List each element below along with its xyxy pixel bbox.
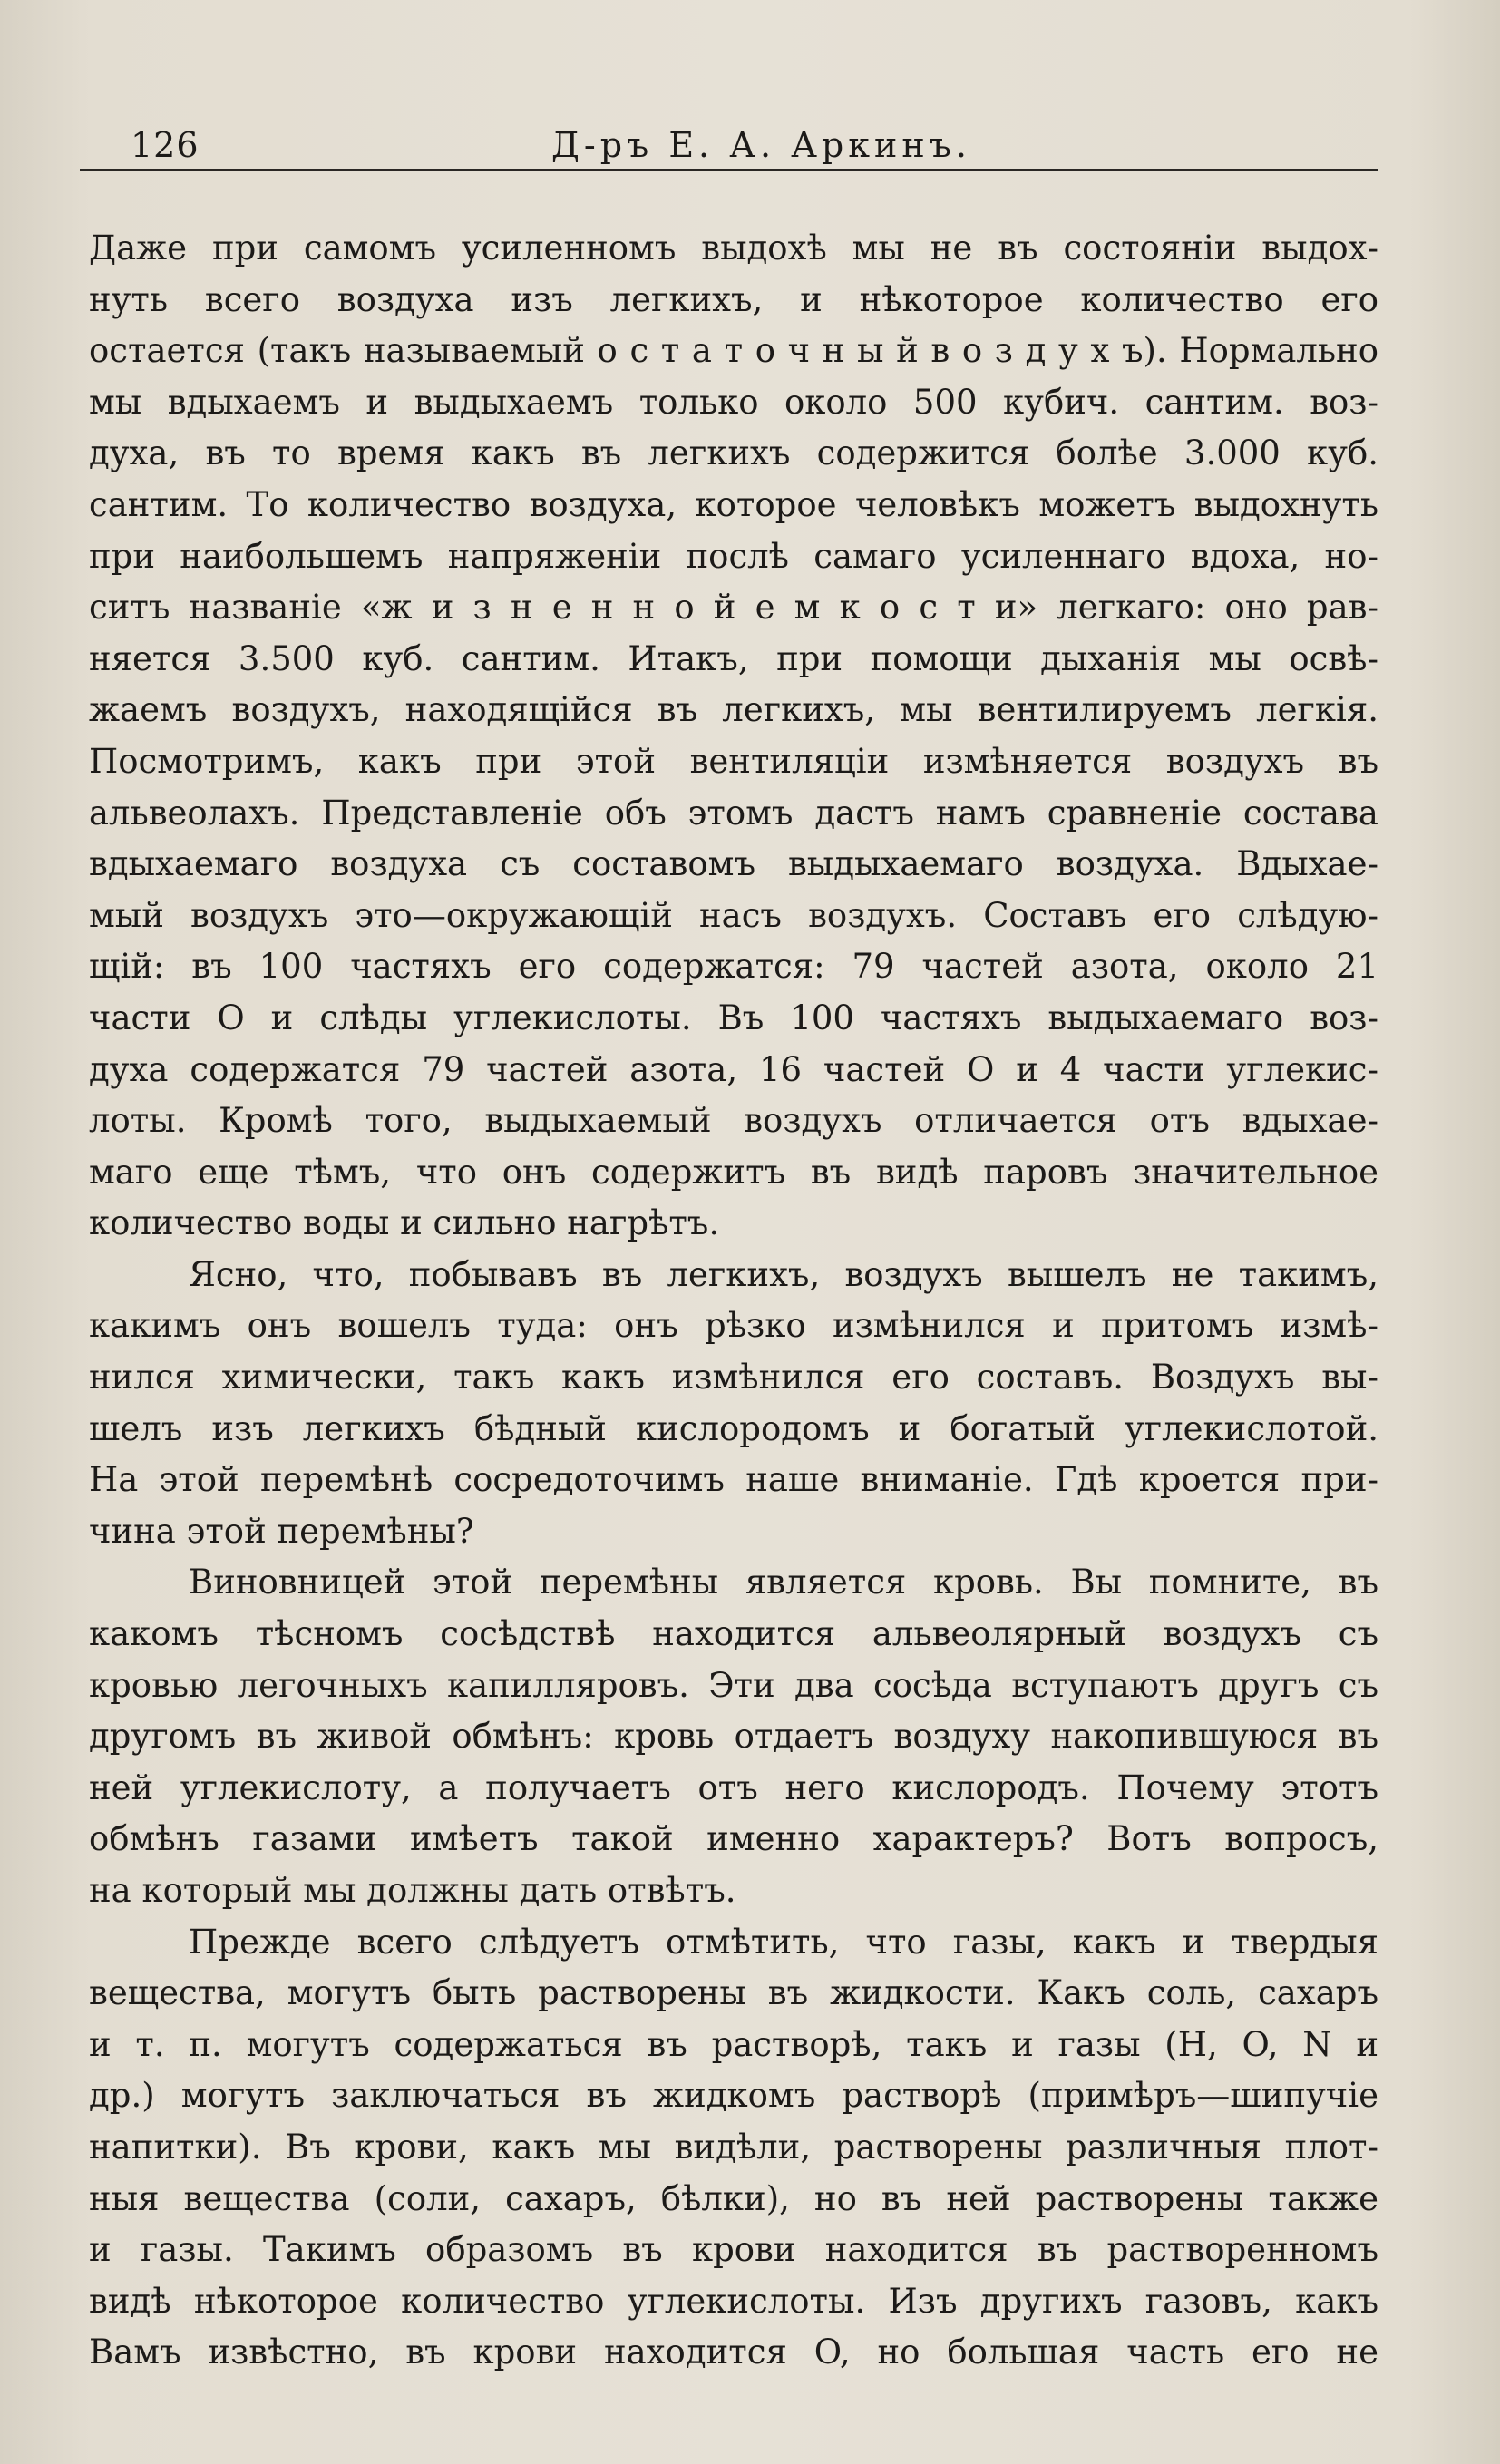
text-line: альвеолахъ. Представленіе объ этомъ дастъ намъ сравненіе состава <box>89 793 1378 833</box>
text-line: духа, въ то время какъ въ легкихъ содержится болѣе 3.000 куб. <box>89 433 1378 473</box>
text-line: и газы. Такимъ образомъ въ крови находится въ растворенномъ <box>89 2230 1378 2270</box>
text-line: Даже при самомъ усиленномъ выдохѣ мы не въ состояніи выдох- <box>89 229 1378 268</box>
text-line: части O и слѣды углекислоты. Въ 100 частяхъ выдыхаемаго воз- <box>89 998 1378 1037</box>
text-line: Посмотримъ, какъ при этой вентиляціи измѣняется воздухъ въ <box>89 741 1378 781</box>
text-line: ней углекислоту, а получаетъ отъ него кислородъ. Почему этотъ <box>89 1768 1378 1807</box>
text-line: духа содержатся 79 частей азота, 16 частей O и 4 части углекис- <box>89 1049 1378 1089</box>
text-line: жаемъ воздухъ, находящійся въ легкихъ, мы вентилируемъ легкія. <box>89 690 1378 730</box>
text-line: Ясно, что, побывавъ въ легкихъ, воздухъ вышелъ не такимъ, <box>189 1254 1378 1294</box>
text-line: На этой перемѣнѣ сосредоточимъ наше вниманіе. Гдѣ кроется при- <box>89 1460 1378 1500</box>
text-line: маго еще тѣмъ, что онъ содержитъ въ видѣ паровъ значительное <box>89 1152 1378 1192</box>
text-line: мый воздухъ это—окружающій насъ воздухъ. Составъ его слѣдую- <box>89 895 1378 935</box>
text-line: др.) могутъ заключаться въ жидкомъ растворѣ (примѣръ—шипучіе <box>89 2076 1378 2116</box>
header-rule <box>80 169 1378 171</box>
text-line: сантим. То количество воздуха, которое человѣкъ можетъ выдохнуть <box>89 484 1378 524</box>
text-line: чина этой перемѣны? <box>89 1511 474 1551</box>
page-number: 126 <box>131 125 200 165</box>
page-header <box>127 120 1378 170</box>
text-line: при наибольшемъ напряженіи послѣ самаго усиленнаго вдоха, но- <box>89 536 1378 576</box>
body-text <box>89 223 1378 2379</box>
text-line: нился химически, такъ какъ измѣнился его составъ. Воздухъ вы- <box>89 1358 1378 1398</box>
text-line: вдыхаемаго воздуха съ составомъ выдыхаемаго воздуха. Вдыхае- <box>89 844 1378 884</box>
text-line: ныя вещества (соли, сахаръ, бѣлки), но въ ней растворены также <box>89 2178 1378 2218</box>
text-line: лоты. Кромѣ того, выдыхаемый воздухъ отличается отъ вдыхае- <box>89 1101 1378 1141</box>
text-line: кровью легочныхъ капилляровъ. Эти два сосѣда вступаютъ другъ съ <box>89 1665 1378 1705</box>
text-line: нуть всего воздуха изъ легкихъ, и нѣкоторое количество его <box>89 279 1378 319</box>
running-head: Д-ръ Е. А. Аркинъ. <box>551 125 971 165</box>
text-line: Вамъ извѣстно, въ крови находится O, но большая часть его не <box>89 2333 1378 2372</box>
text-line: Прежде всего слѣдуетъ отмѣтить, что газы, какъ и твердыя <box>189 1922 1378 1962</box>
text-line: няется 3.500 куб. сантим. Итакъ, при помощи дыханія мы освѣ- <box>89 638 1378 678</box>
text-line: на который мы должны дать отвѣтъ. <box>89 1871 736 1910</box>
text-line: какимъ онъ вошелъ туда: онъ рѣзко измѣнился и притомъ измѣ- <box>89 1306 1378 1346</box>
text-line: количество воды и сильно нагрѣтъ. <box>89 1203 720 1243</box>
text-line: остается (такъ называемый о с т а т о ч н ы й в о з д у х ъ). Нормально <box>89 331 1378 371</box>
text-line: ситъ названіе «ж и з н е н н о й е м к о с т и» легкаго: оно рав- <box>89 588 1378 628</box>
text-line: какомъ тѣсномъ сосѣдствѣ находится альвеолярный воздухъ съ <box>89 1614 1378 1654</box>
text-line: напитки). Въ крови, какъ мы видѣли, растворены различныя плот- <box>89 2127 1378 2167</box>
text-line: Виновницей этой перемѣны является кровь. Вы помните, въ <box>189 1563 1378 1602</box>
text-line: вещества, могутъ быть растворены въ жидкости. Какъ соль, сахаръ <box>89 1973 1378 2013</box>
text-line: другомъ въ живой обмѣнъ: кровь отдаетъ воздуху накопившуюся въ <box>89 1717 1378 1757</box>
text-line: мы вдыхаемъ и выдыхаемъ только около 500 кубич. сантим. воз- <box>89 382 1378 422</box>
text-line: обмѣнъ газами имѣетъ такой именно характеръ? Вотъ вопросъ, <box>89 1819 1378 1859</box>
text-line: шелъ изъ легкихъ бѣдный кислородомъ и богатый углекислотой. <box>89 1408 1378 1448</box>
text-line: щій: въ 100 частяхъ его содержатся: 79 частей азота, около 21 <box>89 947 1378 987</box>
text-line: видѣ нѣкоторое количество углекислоты. Изъ другихъ газовъ, какъ <box>89 2281 1378 2321</box>
text-line: и т. п. могутъ содержаться въ растворѣ, такъ и газы (H, O, N и <box>89 2024 1378 2064</box>
